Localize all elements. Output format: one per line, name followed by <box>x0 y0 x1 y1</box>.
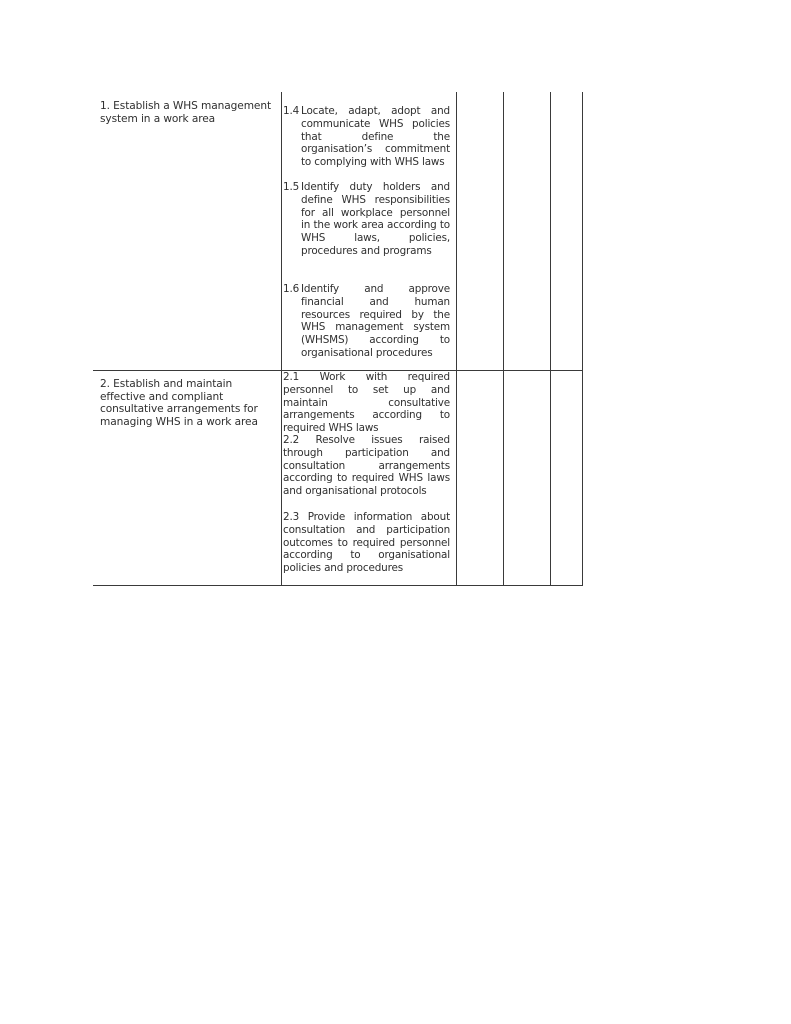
criterion-number: 2.2 <box>283 434 300 446</box>
criterion-number: 1.6 <box>283 283 300 295</box>
table-row-2-element: 2. Establish and maintain effective and compliant consultative arrangements for managing WHS in a work area <box>100 378 258 428</box>
criterion-number: 1.4 <box>283 105 300 117</box>
criterion-2-1 <box>283 371 450 435</box>
criterion-number: 2.1 <box>283 371 300 383</box>
criterion-1-5 <box>283 181 450 258</box>
column-divider <box>456 92 457 586</box>
criterion-text: Provide information about consultation and participation outcomes to required personnel according to organisational policies and procedures <box>283 511 450 575</box>
criterion-text: Identify and approve financial and human resources required by the WHS management system (WHSMS) according to organisational procedures <box>301 283 450 359</box>
criterion-1-6 <box>283 283 450 360</box>
criterion-2-2 <box>283 434 450 498</box>
column-divider <box>503 92 504 586</box>
criterion-number: 2.3 <box>283 511 300 523</box>
criterion-text: Work with required personnel to set up and maintain consultative arrangements according to required WHS laws <box>283 371 450 435</box>
criterion-text: Locate, adapt, adopt and communicate WHS policies that define the organisation’s commitment to complying with WHS laws <box>301 105 450 169</box>
performance-criteria-table <box>93 92 583 586</box>
table-bottom-border <box>93 585 583 586</box>
criterion-1-4 <box>283 105 450 169</box>
table-row-1-element: 1. Establish a WHS management system in a work area <box>100 100 272 125</box>
criterion-2-3 <box>283 511 450 575</box>
criterion-number: 1.5 <box>283 181 300 193</box>
column-divider <box>550 92 551 586</box>
criterion-text: Resolve issues raised through participation and consultation arrangements according to required WHS laws and organisational protocols <box>283 434 450 498</box>
column-divider <box>582 92 583 586</box>
criterion-text: Identify duty holders and define WHS responsibilities for all workplace personnel in the work area according to WHS laws, policies, procedures and programs <box>301 181 450 257</box>
column-divider <box>281 92 282 586</box>
